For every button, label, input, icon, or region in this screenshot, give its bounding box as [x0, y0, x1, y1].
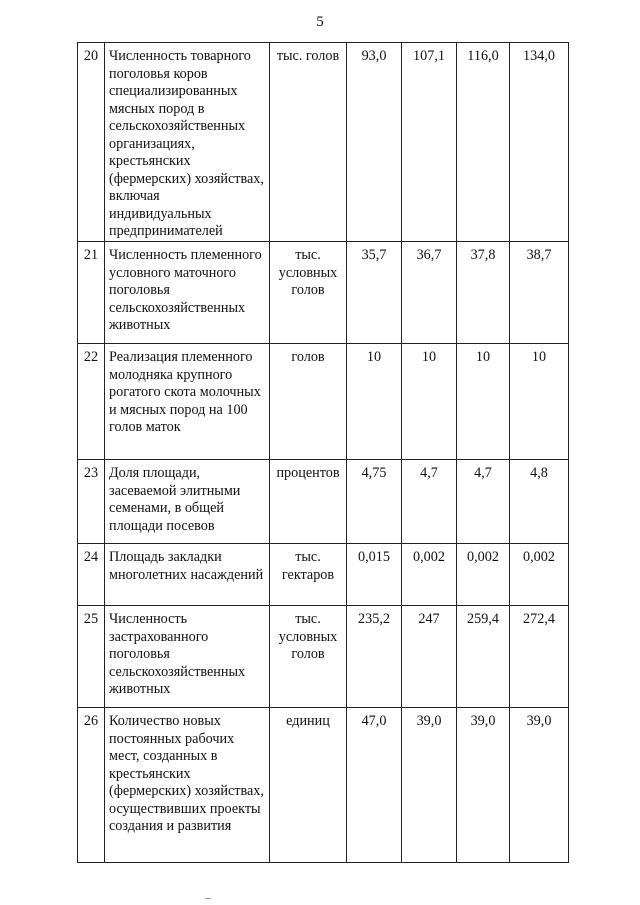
table-row	[78, 242, 569, 344]
value-cell: 10	[510, 344, 569, 460]
row-number: 26	[78, 708, 105, 863]
value-cell: 39,0	[457, 708, 510, 863]
value-cell: 0,015	[347, 544, 402, 606]
table-row	[78, 460, 569, 544]
value-cell: 0,002	[457, 544, 510, 606]
scan-artifact	[205, 898, 211, 899]
indicator-name: Реализация племенного молодняка крупного рогатого скота молочных и мясных пород на 100 голов маток	[105, 344, 270, 460]
value-cell: 10	[457, 344, 510, 460]
value-cell: 10	[402, 344, 457, 460]
row-number: 24	[78, 544, 105, 606]
table-row	[78, 43, 569, 242]
row-number: 20	[78, 43, 105, 242]
value-cell: 4,8	[510, 460, 569, 544]
value-cell: 47,0	[347, 708, 402, 863]
indicator-name: Количество новых постоянных рабочих мест, созданных в крестьянских (фермерских) хозяйствах, осуществивших проекты создания и развития	[105, 708, 270, 863]
indicator-name: Численность застрахованного поголовья сельскохозяйственных животных	[105, 606, 270, 708]
table-row	[78, 606, 569, 708]
row-number: 23	[78, 460, 105, 544]
indicator-name: Доля площади, засеваемой элитными семенами, в общей площади посевов	[105, 460, 270, 544]
value-cell: 247	[402, 606, 457, 708]
value-cell: 38,7	[510, 242, 569, 344]
table-row	[78, 708, 569, 863]
value-cell: 4,7	[457, 460, 510, 544]
page-number: 5	[316, 14, 324, 30]
value-cell: 107,1	[402, 43, 457, 242]
value-cell: 93,0	[347, 43, 402, 242]
row-number: 22	[78, 344, 105, 460]
row-number: 25	[78, 606, 105, 708]
unit-of-measure: тыс. условных голов	[270, 606, 347, 708]
value-cell: 116,0	[457, 43, 510, 242]
indicators-table	[77, 42, 569, 863]
unit-of-measure: процентов	[270, 460, 347, 544]
row-number: 21	[78, 242, 105, 344]
value-cell: 235,2	[347, 606, 402, 708]
value-cell: 0,002	[510, 544, 569, 606]
value-cell: 35,7	[347, 242, 402, 344]
value-cell: 4,7	[402, 460, 457, 544]
value-cell: 10	[347, 344, 402, 460]
value-cell: 272,4	[510, 606, 569, 708]
value-cell: 259,4	[457, 606, 510, 708]
unit-of-measure: тыс. гектаров	[270, 544, 347, 606]
value-cell: 4,75	[347, 460, 402, 544]
unit-of-measure: тыс. голов	[270, 43, 347, 242]
table-row	[78, 344, 569, 460]
value-cell: 134,0	[510, 43, 569, 242]
indicator-name: Численность племенного условного маточного поголовья сельскохозяйственных животных	[105, 242, 270, 344]
value-cell: 37,8	[457, 242, 510, 344]
value-cell: 39,0	[402, 708, 457, 863]
indicator-name: Площадь закладки многолетних насаждений	[105, 544, 270, 606]
indicator-name: Численность товарного поголовья коров специализированных мясных пород в сельскохозяйственных организациях, крестьянских (фермерских) хозяйствах, включая индивидуальных предпринимателей	[105, 43, 270, 242]
unit-of-measure: единиц	[270, 708, 347, 863]
value-cell: 36,7	[402, 242, 457, 344]
table-row	[78, 544, 569, 606]
value-cell: 39,0	[510, 708, 569, 863]
unit-of-measure: тыс. условных голов	[270, 242, 347, 344]
unit-of-measure: голов	[270, 344, 347, 460]
value-cell: 0,002	[402, 544, 457, 606]
